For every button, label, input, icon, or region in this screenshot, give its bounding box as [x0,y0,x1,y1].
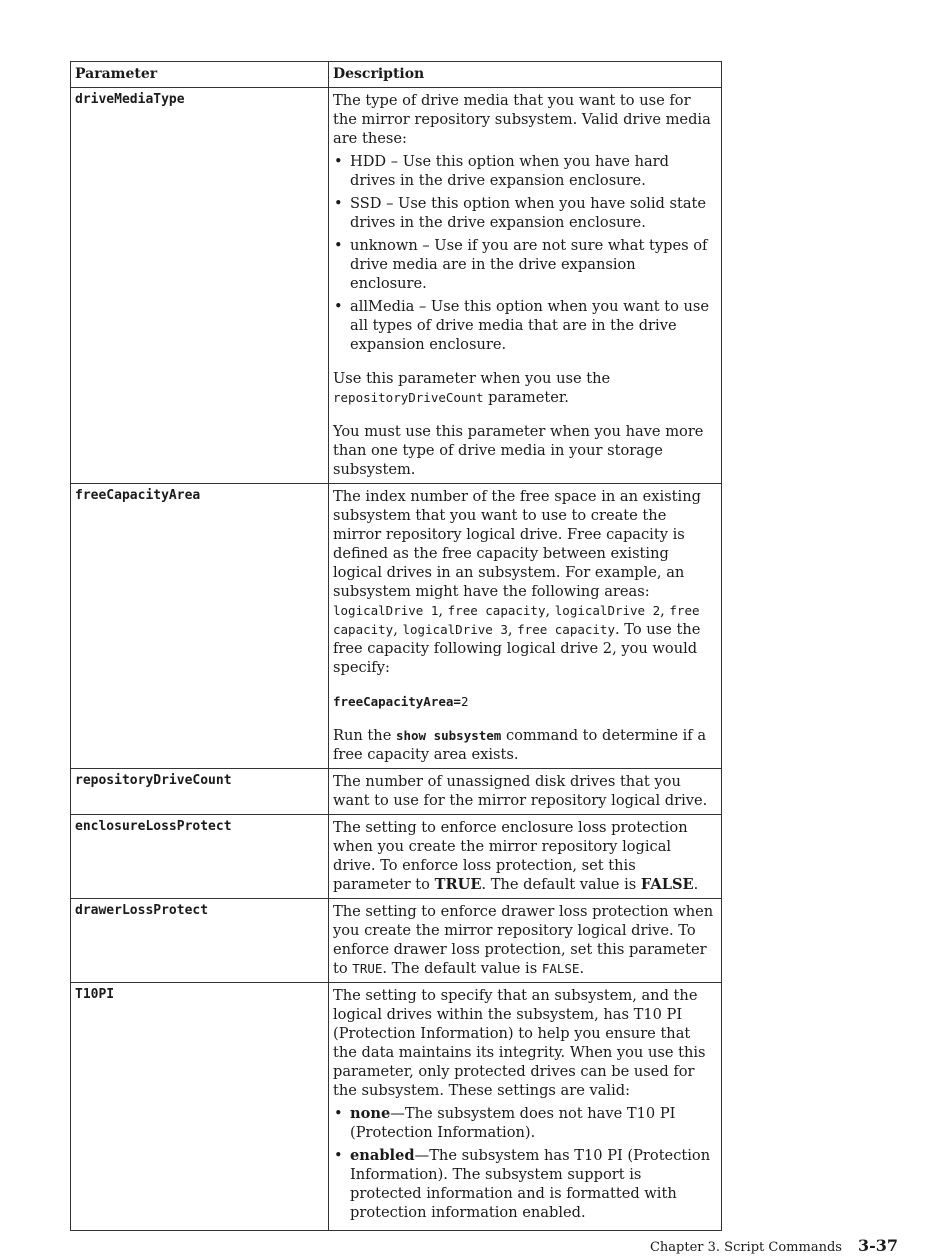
parameter-name: repositoryDriveCount [71,769,329,815]
code-text: free capacity [517,622,615,637]
bullet-list [333,1104,717,1222]
list-item: • unknown – Use if you are not sure what types of drive media are in the drive expansion enclosure. [333,236,717,293]
code-text: repositoryDriveCount [333,390,484,405]
code-text: free capacity [447,603,546,618]
description-text: Use this parameter when you use the repositoryDriveCount parameter. [333,370,611,406]
description-text: The index number of the free space in an existing subsystem that you want to use to create the mirror repository logical drive. Free capacity is defined as the free capacity between existing logical drives in an subsystem. For example, an subsystem might have the following areas: logicalDrive 1, free capacity, logicalDrive 2, free capacity, logicalDrive 3, free capacity. To use the free capacity following logical drive 2, you would specify: [333,488,701,676]
page-footer [650,1236,898,1255]
description-text: The setting to specify that an subsystem, and the logical drives within the subsystem, has T10 PI (Protection Information) to help you ensure that the data maintains its integrity. When you use this parameter, only protected drives can be used for the subsystem. These settings are valid: [333,987,706,1099]
value-true: TRUE [434,876,482,893]
command-text: show subsystem [395,728,502,743]
bullet-list [333,152,717,354]
list-item: • none—The subsystem does not have T10 PI (Protection Information). [333,1104,717,1142]
code-text: logicalDrive 3 [402,622,508,637]
parameter-description [329,484,722,769]
parameter-table [70,61,722,1231]
table-row [71,815,722,899]
parameter-description [329,983,722,1231]
code-example: freeCapacityArea=2 [333,694,469,709]
table-row [71,899,722,983]
parameter-name: T10PI [71,983,329,1231]
list-item: • enabled—The subsystem has T10 PI (Protection Information). The subsystem support is protected information and is formatted with protection information enabled. [333,1146,717,1222]
column-header-description: Description [329,62,722,88]
description-text: The setting to enforce enclosure loss protection when you create the mirror repository logical drive. To enforce loss protection, set this parameter to TRUE. The default value is FALSE. [333,819,699,893]
parameter-name: driveMediaType [71,88,329,484]
list-item: • SSD – Use this option when you have solid state drives in the drive expansion enclosure. [333,194,717,232]
parameter-description [329,899,722,983]
table-row [71,484,722,769]
value-false: FALSE [541,961,580,976]
parameter-description [329,815,722,899]
page-number: 3-37 [857,1236,898,1255]
list-item: • HDD – Use this option when you have hard drives in the drive expansion enclosure. [333,152,717,190]
table-row [71,769,722,815]
value-true: TRUE [352,961,383,976]
code-text: logicalDrive 1 [333,603,439,618]
value-false: FALSE [640,876,694,893]
description-text: You must use this parameter when you have more than one type of drive media in your storage subsystem. [333,423,704,478]
parameter-description [329,88,722,484]
parameter-name: enclosureLossProtect [71,815,329,899]
code-text: free capacity [333,603,700,637]
description-text: The setting to enforce drawer loss protection when you create the mirror repository logical drive. To enforce drawer loss protection, set this parameter to TRUE. The default value is FALSE. [333,903,714,977]
table-header-row [71,62,722,88]
parameter-description [329,769,722,815]
table-row [71,983,722,1231]
chapter-title: Chapter 3. Script Commands [649,1240,842,1255]
table-row [71,88,722,484]
code-text: logicalDrive 2 [554,603,661,618]
parameter-name: freeCapacityArea [71,484,329,769]
list-item: • allMedia – Use this option when you want to use all types of drive media that are in the drive expansion enclosure. [333,297,717,354]
description-text: The type of drive media that you want to use for the mirror repository subsystem. Valid drive media are these: [333,92,711,147]
description-text: Run the show subsystem command to determine if a free capacity area exists. [333,727,707,763]
column-header-parameter: Parameter [71,62,329,88]
description-text: The number of unassigned disk drives that you want to use for the mirror repository logical drive. [333,773,708,809]
parameter-name: drawerLossProtect [71,899,329,983]
